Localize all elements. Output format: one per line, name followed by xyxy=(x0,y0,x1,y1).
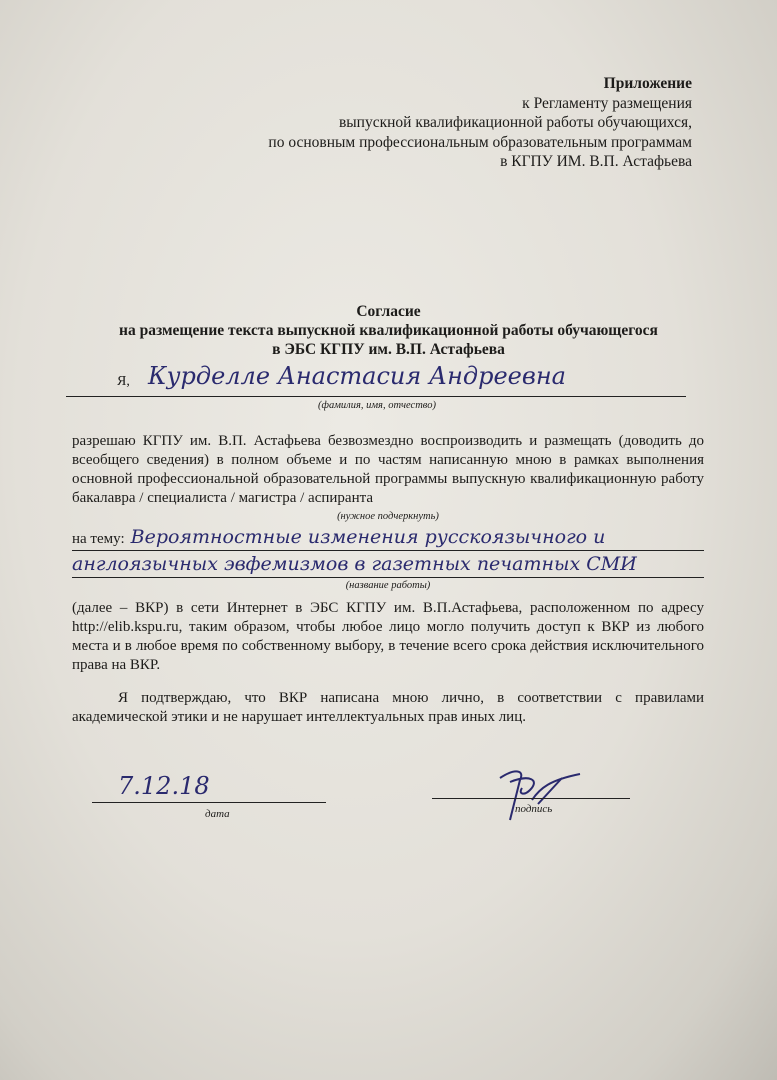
appendix-line: по основным профессиональным образовательным программам xyxy=(268,133,692,151)
appendix-line: в КГПУ ИМ. В.П. Астафьева xyxy=(500,153,692,170)
handwritten-topic-line: Вероятностные изменения русскоязычного и xyxy=(130,526,606,548)
name-prefix: Я, xyxy=(117,374,130,389)
title-line: Согласие xyxy=(356,303,421,320)
appendix-heading: Приложение xyxy=(603,75,692,92)
consent-paragraph: разрешаю КГПУ им. В.П. Астафьева безвозмездно воспроизводить и размещать (доводить до всеобщего сведения) в полном объеме и по частям написанную мною в рамках выполнения основной профессиональной образовательной программы выпускную квалификационную работу бакалавра / специалиста / магистра / аспиранта xyxy=(72,433,704,506)
topic-row xyxy=(72,524,704,551)
signature-caption: подпись xyxy=(515,803,553,815)
title-line: на размещение текста выпускной квалификационной работы обучающегося xyxy=(119,322,658,339)
handwritten-topic-line: англоязычных эвфемизмов в газетных печатных СМИ xyxy=(72,553,637,575)
topic-label: на тему: xyxy=(72,531,125,547)
underline-caption: (нужное подчеркнуть) xyxy=(337,511,439,522)
handwritten-date: 7.12.18 xyxy=(118,772,210,800)
name-underline xyxy=(66,396,686,397)
date-underline xyxy=(92,802,326,803)
appendix-line: выпускной квалификационной работы обучающихся, xyxy=(338,114,692,131)
signature-icon xyxy=(480,760,590,830)
signature-underline xyxy=(432,798,630,799)
document-title xyxy=(0,302,777,359)
access-paragraph: (далее – ВКР) в сети Интернет в ЭБС КГПУ им. В.П.Астафьева, расположенном по адресу http://elib.kspu.ru, таким образом, чтобы любое лицо могло получить доступ к ВКР из любого места и в любое время по собственному выбору, в течение всего срока действия исключительного права на ВКР. xyxy=(72,600,704,673)
appendix-line: к Регламенту размещения xyxy=(522,94,692,112)
consent-body xyxy=(72,432,704,727)
appendix-header xyxy=(268,74,692,172)
topic-row xyxy=(72,551,704,578)
handwritten-name: Курделле Анастасия Андреевна xyxy=(148,362,566,390)
confirmation-paragraph: Я подтверждаю, что ВКР написана мною лично, в соответствии с правилами академической этики и не нарушает интеллектуальных прав иных лиц. xyxy=(72,690,704,725)
topic-caption: (название работы) xyxy=(345,580,431,591)
title-line: в ЭБС КГПУ им. В.П. Астафьева xyxy=(272,341,505,358)
name-caption: (фамилия, имя, отчество) xyxy=(318,400,436,411)
date-caption: дата xyxy=(205,808,230,820)
